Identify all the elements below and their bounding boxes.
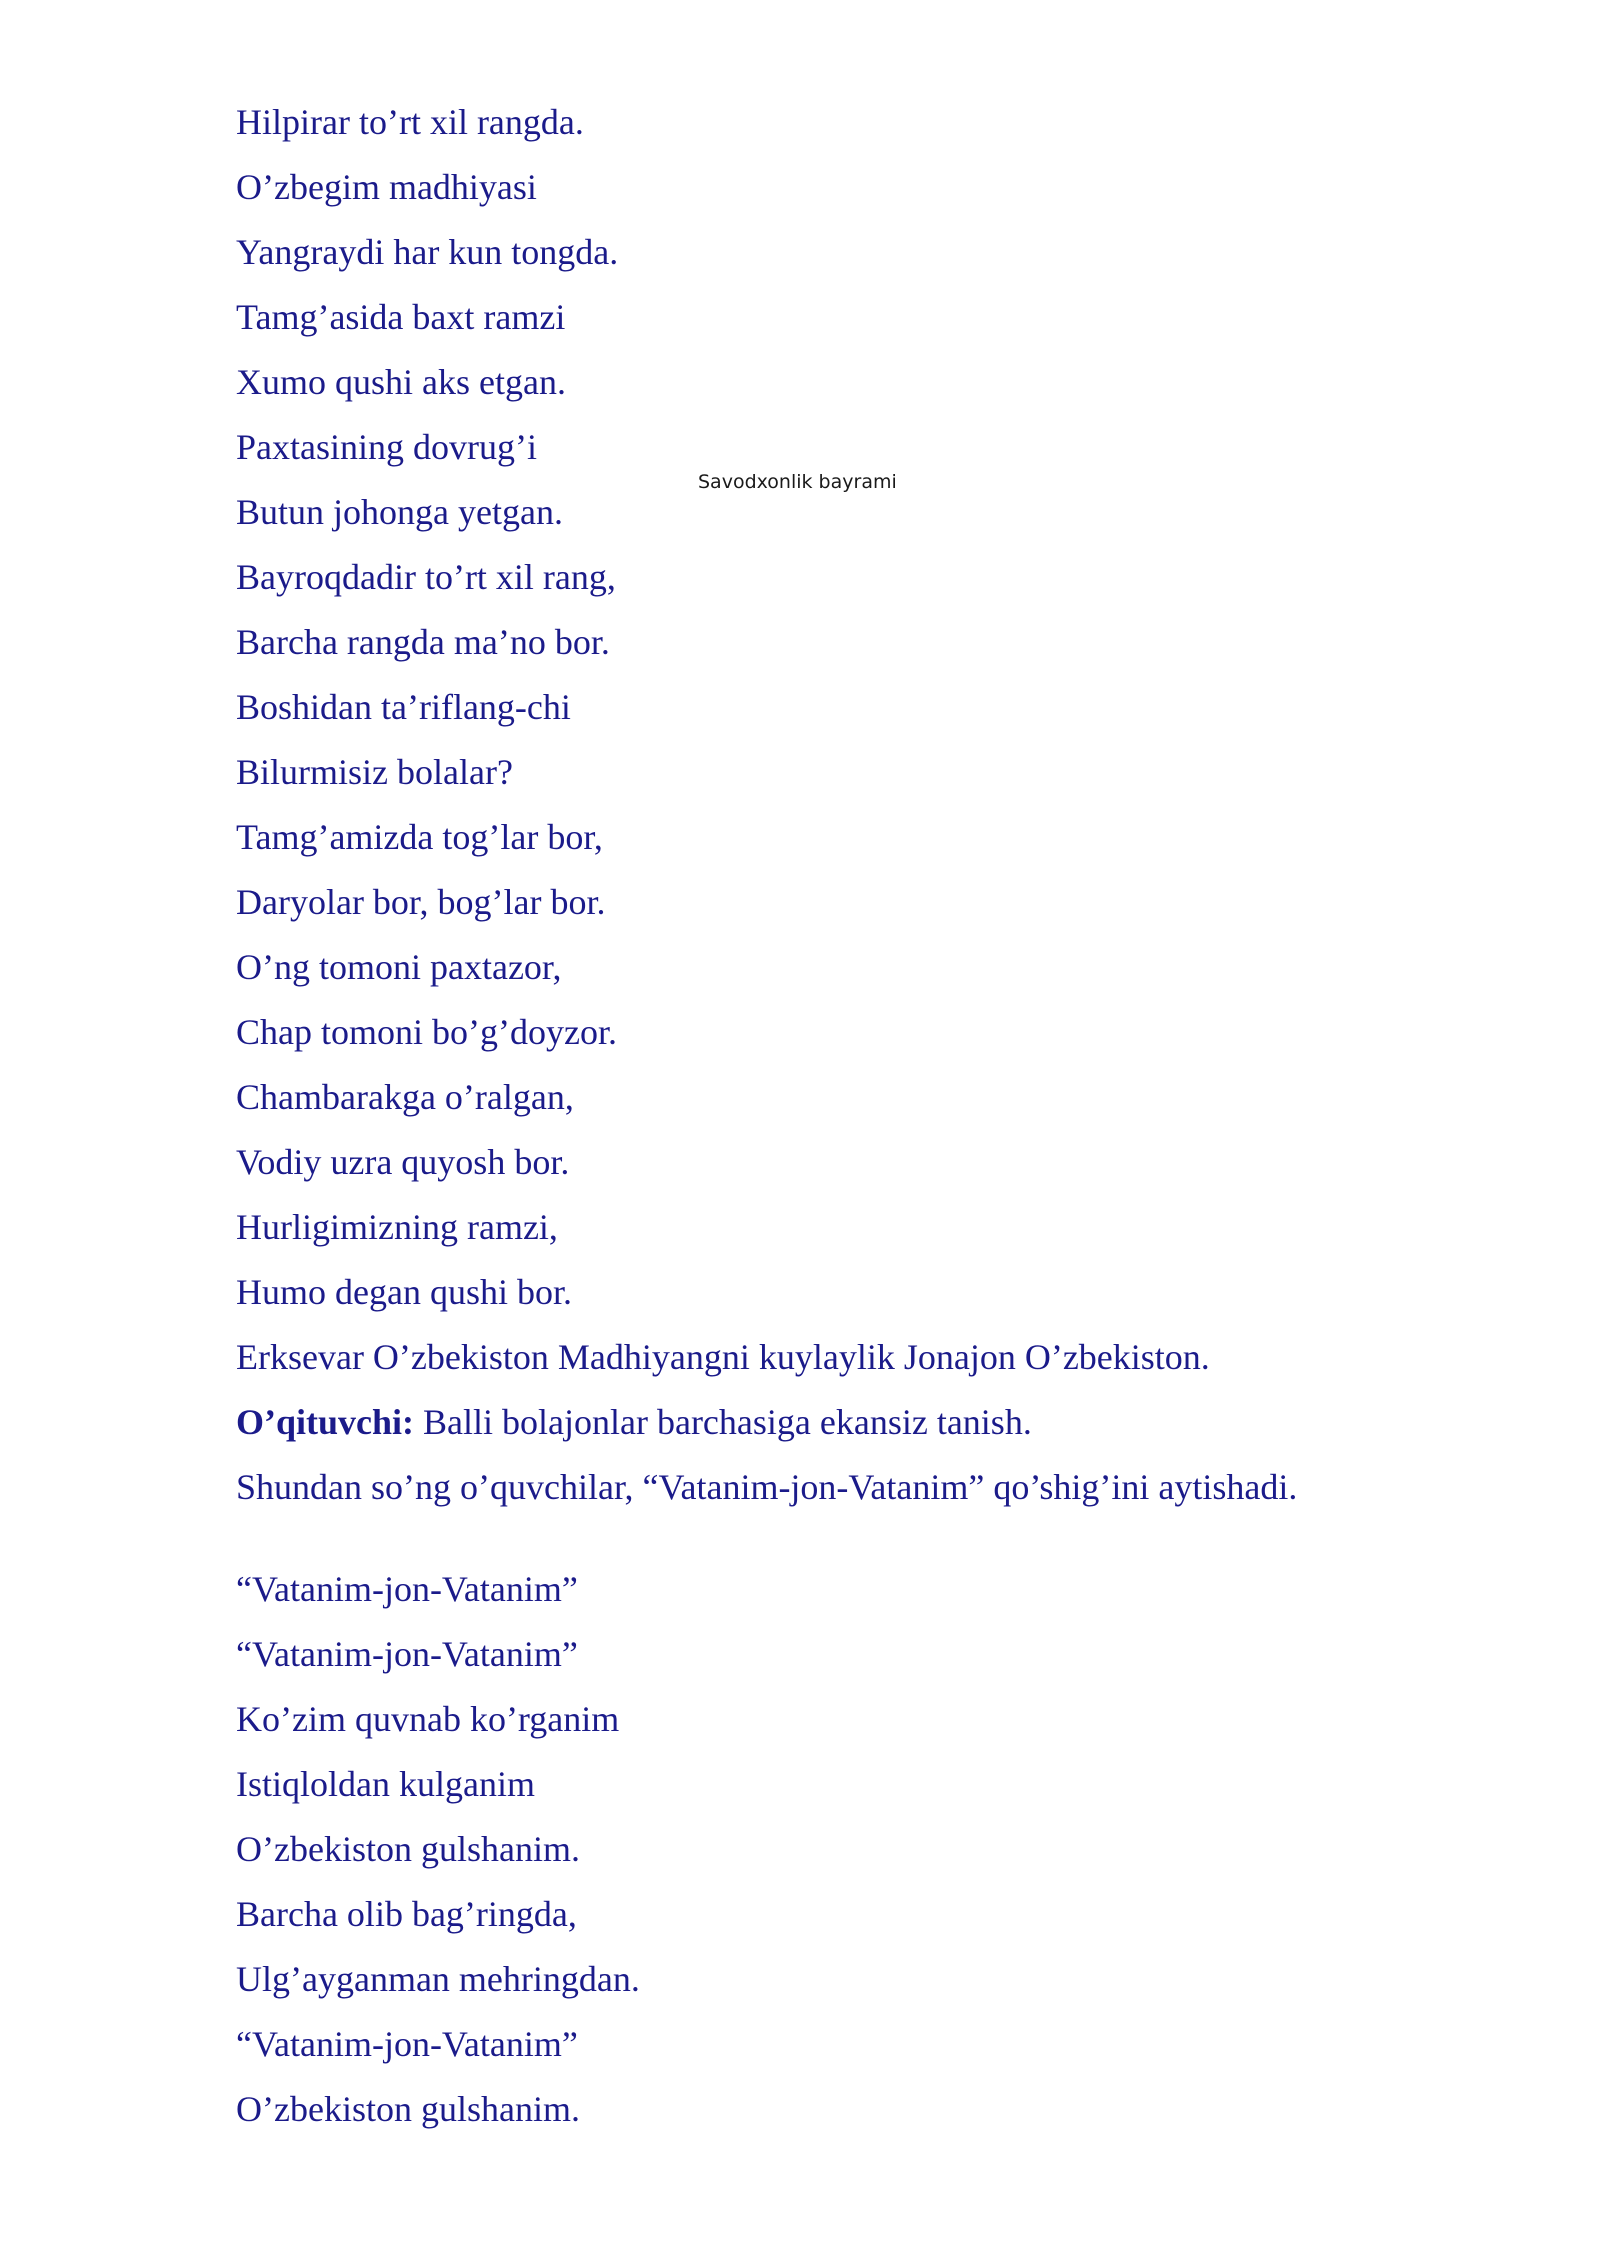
verse-line: Bayroqdadir to’rt xil rang, xyxy=(236,557,616,597)
verse-line: “Vatanim-jon-Vatanim” xyxy=(236,2024,578,2064)
verse-line: O’ng tomoni paxtazor, xyxy=(236,947,562,987)
verse-line: Tamg’asida baxt ramzi xyxy=(236,297,566,337)
verse-line: Hurligimizning ramzi, xyxy=(236,1207,558,1247)
verse-line: Daryolar bor, bog’lar bor. xyxy=(236,882,606,922)
teacher-text: Balli bolajonlar barchasiga ekansiz tanish. xyxy=(414,1402,1032,1442)
verse-line: “Vatanim-jon-Vatanim” xyxy=(236,1634,578,1674)
verse-line: Bilurmisiz bolalar? xyxy=(236,752,513,792)
verse-line: Boshidan ta’riflang-chi xyxy=(236,687,571,727)
teacher-line xyxy=(236,1390,1486,1455)
verse-line: O’zbegim madhiyasi xyxy=(236,167,537,207)
verse-line: Butun johonga yetgan. xyxy=(236,492,563,532)
poem-block-2 xyxy=(236,1557,1486,2142)
intro-line: Shundan so’ng o’quvchilar, “Vatanim-jon-Vatanim” qo’shig’ini aytishadi. xyxy=(236,1467,1298,1507)
verse-line: Ko’zim quvnab ko’rganim xyxy=(236,1699,620,1739)
verse-line: Hilpirar to’rt xil rangda. xyxy=(236,102,584,142)
verse-line: Chap tomoni bo’g’doyzor. xyxy=(236,1012,617,1052)
verse-line: Xumo qushi aks etgan. xyxy=(236,362,566,402)
verse-line: Barcha rangda ma’no bor. xyxy=(236,622,610,662)
verse-line: Ulg’ayganman mehringdan. xyxy=(236,1959,640,1999)
verse-line: Barcha olib bag’ringda, xyxy=(236,1894,577,1934)
verse-line: O’zbekiston gulshanim. xyxy=(236,1829,580,1869)
verse-line: “Vatanim-jon-Vatanim” xyxy=(236,1569,578,1609)
verse-line: Chambarakga o’ralgan, xyxy=(236,1077,574,1117)
verse-line: O’zbekiston gulshanim. xyxy=(236,2089,580,2129)
verse-line: Paxtasining dovrug’i xyxy=(236,427,537,467)
verse-line: Erksevar O’zbekiston Madhiyangni kuylaylik Jonajon O’zbekiston. xyxy=(236,1337,1210,1377)
header-note: Savodxonlik bayrami xyxy=(698,471,897,493)
poem-block-1 xyxy=(236,90,1486,1520)
teacher-label: O’qituvchi: xyxy=(236,1402,415,1442)
verse-line: Humo degan qushi bor. xyxy=(236,1272,572,1312)
verse-line: Vodiy uzra quyosh bor. xyxy=(236,1142,570,1182)
verse-line: Tamg’amizda tog’lar bor, xyxy=(236,817,603,857)
verse-line: Yangraydi har kun tongda. xyxy=(236,232,619,272)
verse-line: Istiqloldan kulganim xyxy=(236,1764,535,1804)
